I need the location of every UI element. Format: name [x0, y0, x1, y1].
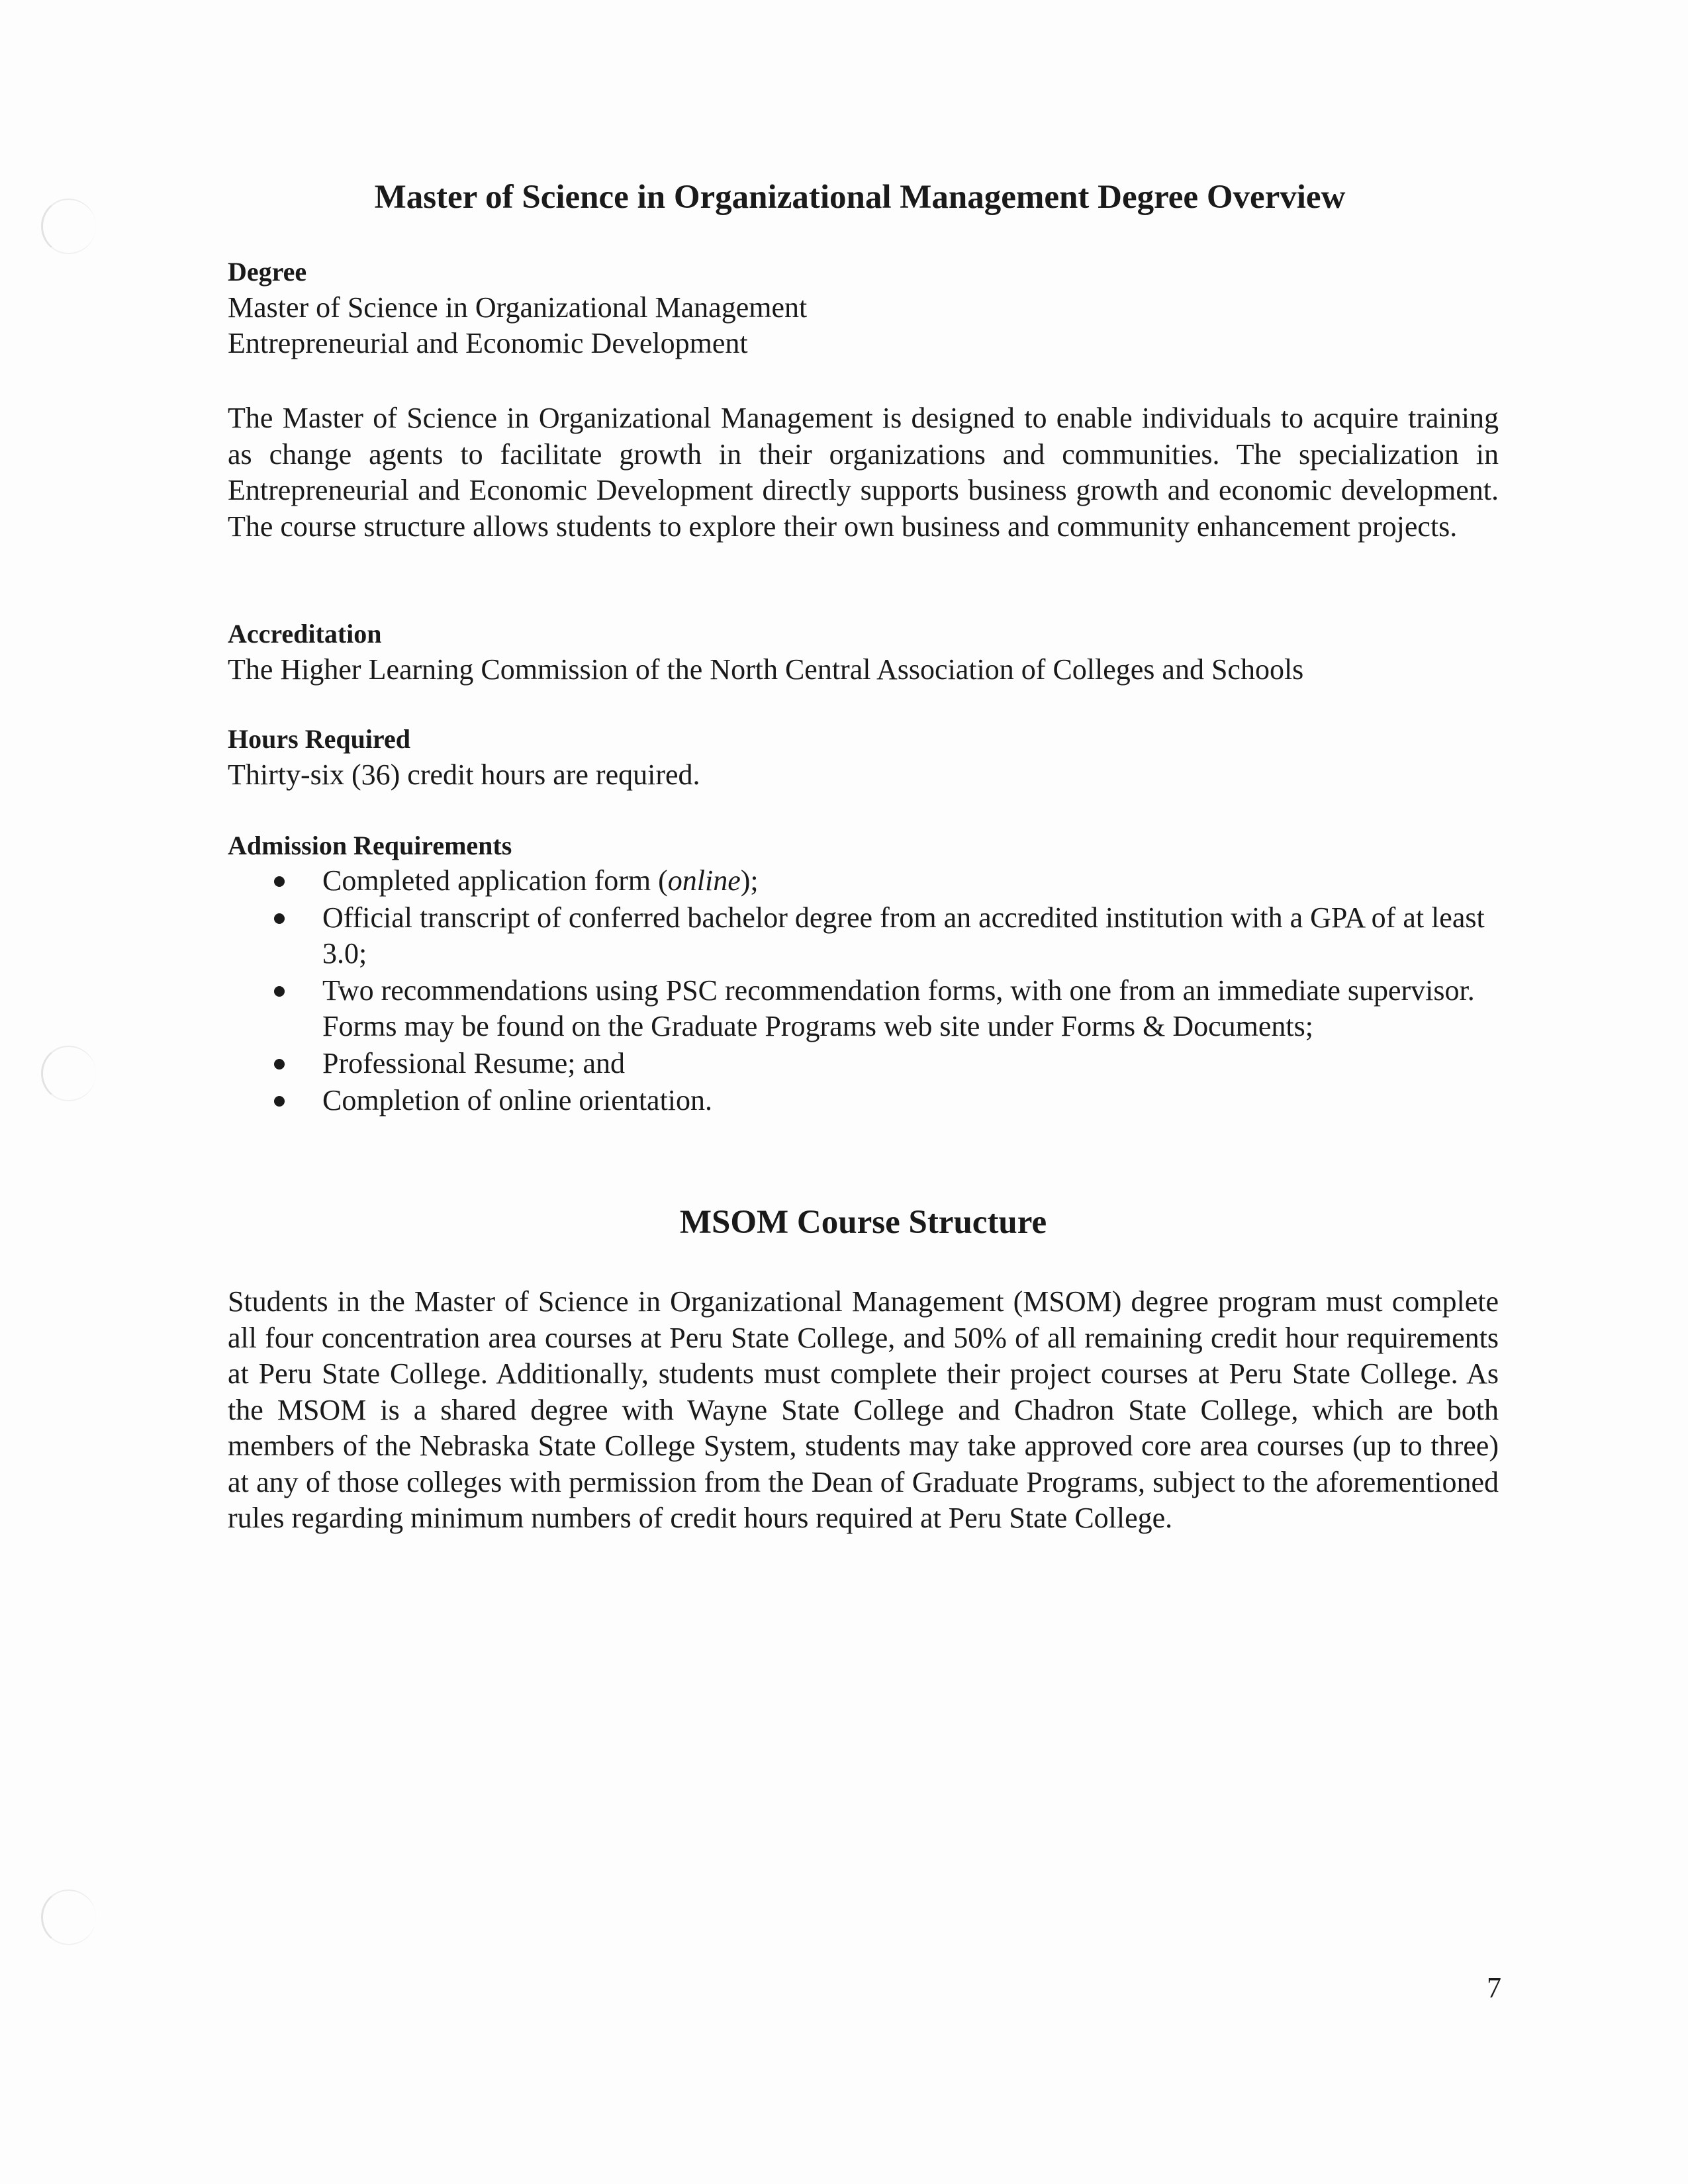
- bullet-icon: [274, 986, 285, 997]
- course-structure-paragraph: Students in the Master of Science in Organizational Management (MSOM) degree program must complete all four concentration area courses at Peru State College, and 50% of all remaining credit hour requirements at Peru State College. Additionally, students must complete their project courses at Peru State College. As the MSOM is a shared degree with Wayne State College and Chadron State College, which are both members of the Nebraska State College System, students may take approved core area courses (up to three) at any of those colleges with permission from the Dean of Graduate Programs, subject to the aforementioned rules regarding minimum numbers of credit hours required at Peru State College.: [228, 1285, 1499, 1534]
- admission-requirements-list: [228, 863, 1499, 1120]
- section-title: MSOM Course Structure: [679, 1204, 1047, 1241]
- page-title: Master of Science in Organizational Management Degree Overview: [374, 179, 1346, 216]
- list-item: [228, 973, 1499, 1044]
- intro-paragraph: The Master of Science in Organizational Management is designed to enable individuals to acquire training as change agents to facilitate growth in their organizations and communities. The specialization in Entrepreneurial and Economic Development directly supports business growth and economic development. The course structure allows students to explore their own business and community enhancement projects.: [228, 402, 1499, 543]
- punch-hole-mark: [41, 1889, 96, 1945]
- accreditation-text: The Higher Learning Commission of the North Central Association of Colleges and Schools: [228, 653, 1304, 686]
- bullet-icon: [274, 1096, 285, 1107]
- requirement-text: Official transcript of conferred bachelor degree from an accredited institution with a GPA of at least 3.0;: [322, 901, 1485, 970]
- bullet-icon: [274, 913, 285, 924]
- requirement-text: Professional Resume; and: [322, 1047, 626, 1079]
- hours-text: Thirty-six (36) credit hours are required.: [228, 758, 700, 791]
- degree-label: Degree: [228, 257, 307, 287]
- requirement-text-end: );: [740, 864, 759, 897]
- requirement-text: Completion of online orientation.: [322, 1084, 713, 1116]
- list-item: [228, 900, 1499, 972]
- list-item: [228, 1083, 1499, 1118]
- accreditation-label: Accreditation: [228, 619, 382, 649]
- admission-label: Admission Requirements: [228, 831, 512, 860]
- list-item: [228, 863, 1499, 899]
- page-number: 7: [1487, 1972, 1501, 2004]
- bullet-icon: [274, 876, 285, 887]
- requirement-emphasis: online: [667, 864, 741, 897]
- degree-name: Master of Science in Organizational Management: [228, 291, 808, 324]
- punch-hole-mark: [41, 1046, 96, 1101]
- list-item: [228, 1046, 1499, 1081]
- requirement-text: Two recommendations using PSC recommendation forms, with one from an immediate supervisor. Forms may be found on the Graduate Programs web site under Forms & Documents;: [322, 974, 1475, 1042]
- hours-label: Hours Required: [228, 724, 410, 754]
- bullet-icon: [274, 1059, 285, 1069]
- punch-hole-mark: [41, 199, 96, 254]
- degree-specialization: Entrepreneurial and Economic Development: [228, 327, 748, 359]
- requirement-text: Completed application form (: [322, 864, 668, 897]
